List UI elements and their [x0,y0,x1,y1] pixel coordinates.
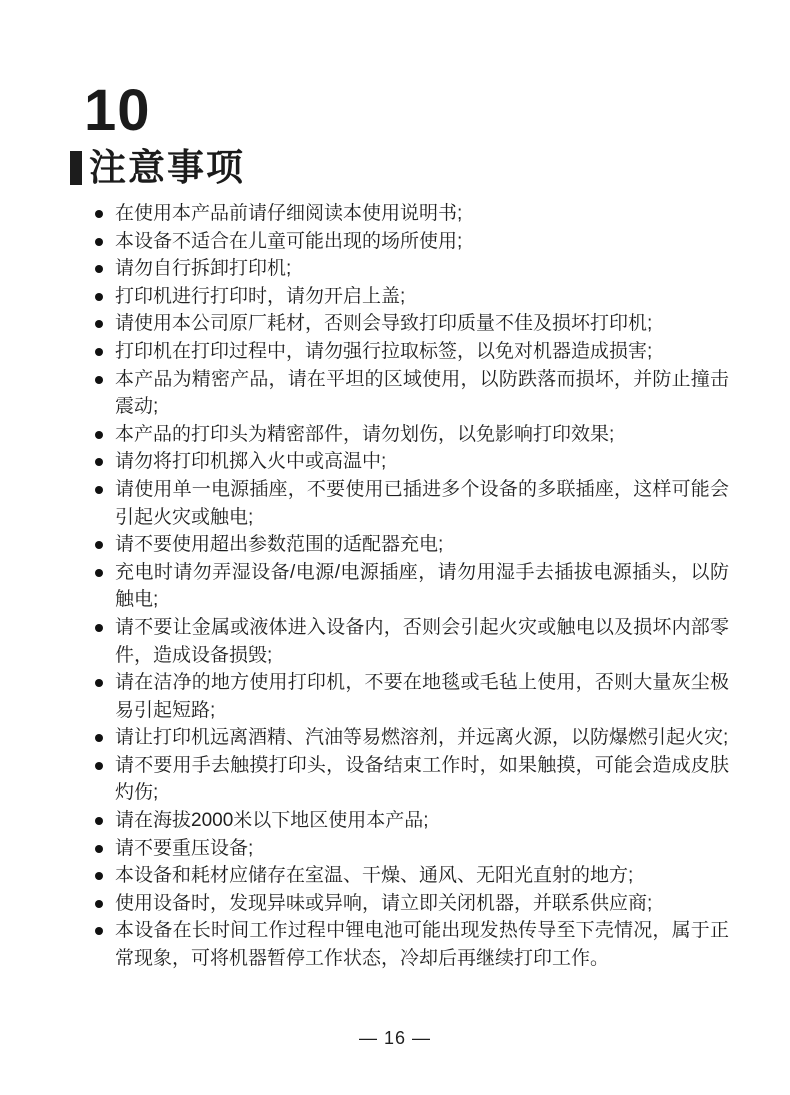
bullet-icon [95,458,103,466]
precaution-text: 使用设备时，发现异味或异响，请立即关闭机器，并联系供应商; [115,892,653,914]
bullet-icon [95,293,103,301]
bullet-icon [95,845,103,853]
precaution-text: 本设备和耗材应储存在室温、干燥、通风、无阳光直射的地方; [115,865,634,887]
bullet-icon [95,927,103,935]
bullet-icon [95,872,103,880]
bullet-icon [95,431,103,439]
precaution-text: 请不要使用超出参数范围的适配器充电; [115,534,444,556]
precaution-text: 打印机在打印过程中，请勿强行拉取标签，以免对机器造成损害; [115,340,653,362]
section-heading [70,149,245,186]
bullet-icon [95,541,103,549]
section-title: 注意事项 [89,147,245,188]
bullet-icon [95,569,103,577]
precaution-text: 请让打印机远离酒精、汽油等易燃溶剂，并远离火源，以防爆燃引起火灾; [115,727,729,749]
bullet-icon [95,238,103,246]
chapter-number: 10 [84,78,151,143]
bullet-icon [95,376,103,384]
precaution-item [95,228,729,256]
precaution-item [95,917,729,972]
precaution-text: 请勿将打印机掷入火中或高温中; [115,451,387,473]
precaution-text: 请使用本公司原厂耗材，否则会导致打印质量不佳及损坏打印机; [115,313,653,335]
precaution-text: 请不要重压设备; [115,837,254,859]
precaution-text: 请不要用手去触摸打印头，设备结束工作时，如果触摸，可能会造成皮肤灼伤; [115,754,729,804]
bullet-icon [95,486,103,494]
precaution-text: 打印机进行打印时，请勿开启上盖; [115,285,406,307]
bullet-icon [95,348,103,356]
precaution-item [95,476,729,531]
precaution-text: 在使用本产品前请仔细阅读本使用说明书; [115,203,463,224]
precaution-text: 请勿自行拆卸打印机; [115,258,292,280]
precaution-item [95,807,729,835]
precaution-text: 充电时请勿弄湿设备/电源/电源插座，请勿用湿手去插拔电源插头，以防触电; [115,561,729,611]
bullet-icon [95,320,103,328]
precaution-text: 请不要让金属或液体进入设备内，否则会引起火灾或触电以及损坏内部零件，造成设备损毁; [115,616,729,666]
bullet-icon [95,210,103,218]
bullet-icon [95,734,103,742]
precaution-text: 本产品为精密产品，请在平坦的区域使用，以防跌落而损坏，并防止撞击震动; [115,368,729,418]
precaution-text: 请在洁净的地方使用打印机，不要在地毯或毛毡上使用，否则大量灰尘极易引起短路; [115,672,729,721]
bullet-icon [95,679,103,687]
precaution-text: 本设备在长时间工作过程中锂电池可能出现发热传导至下壳情况，属于正常现象，可将机器暂停工作状态，冷却后再继续打印工作。 [115,920,729,970]
heading-accent-bar [70,151,82,185]
precaution-item [95,752,729,807]
precaution-text: 本产品的打印头为精密部件，请勿划伤，以免影响打印效果; [115,423,615,445]
precaution-item [95,669,729,724]
bullet-icon [95,265,103,273]
precaution-item [95,890,729,918]
precaution-item [95,200,729,228]
precaution-item [95,559,729,614]
precaution-item [95,338,729,366]
precaution-item [95,614,729,669]
precaution-item [95,421,729,449]
precaution-item [95,862,729,890]
precaution-text: 请使用单一电源插座，不要使用已插进多个设备的多联插座，这样可能会引起火灾或触电; [115,478,729,528]
page-number: — 16 — [358,1028,432,1048]
precaution-item [95,448,729,476]
precaution-item [95,310,729,338]
bullet-icon [95,900,103,908]
precaution-text: 本设备不适合在儿童可能出现的场所使用; [115,230,463,252]
bullet-icon [95,762,103,770]
bullet-icon [95,624,103,632]
precaution-item [95,835,729,863]
precaution-item [95,283,729,311]
precaution-item [95,724,729,752]
precaution-item [95,255,729,283]
precaution-text: 请在海拔2000米以下地区使用本产品; [115,810,429,832]
precaution-list [95,200,729,973]
precaution-item [95,366,729,421]
precaution-item [95,531,729,559]
bullet-icon [95,817,103,825]
